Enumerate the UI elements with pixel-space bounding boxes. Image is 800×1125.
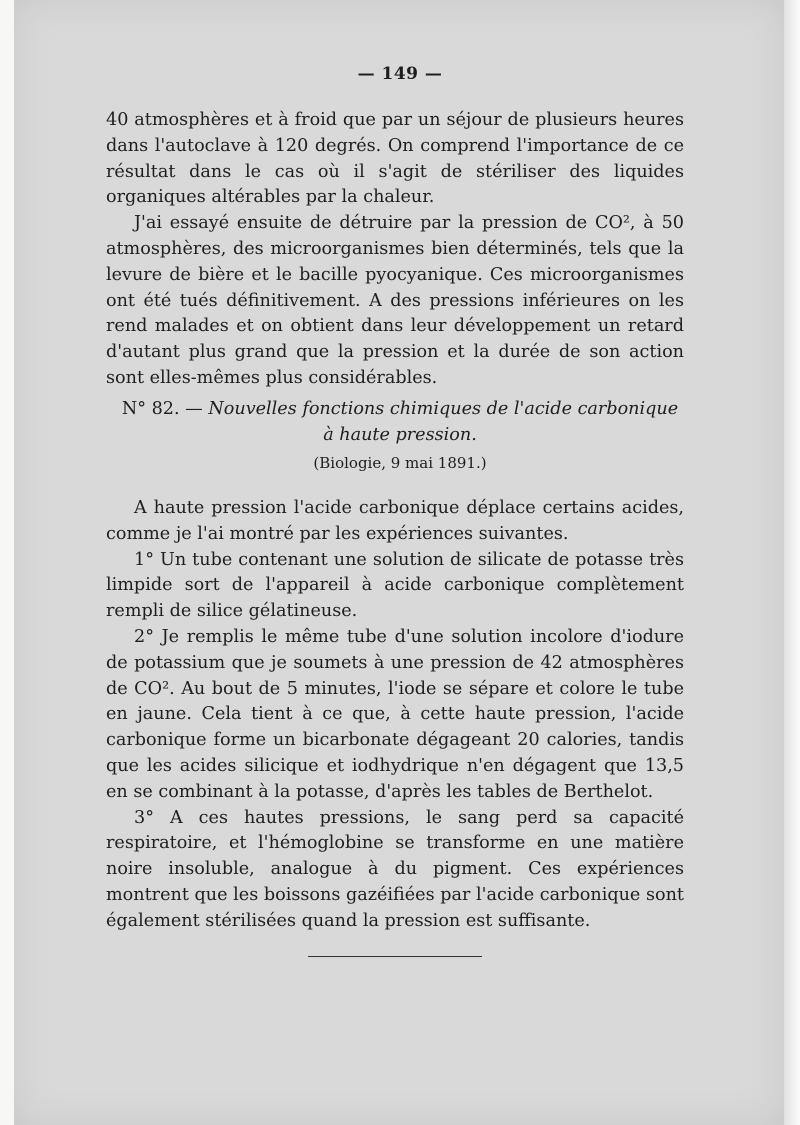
page-edge [784,0,800,1125]
paragraph: 1° Un tube contenant une solution de silicate de potasse très limpide sort de l'appareil à acide carbonique complètement rempli de silice gélatineuse. [106,549,684,622]
page-number: — 149 — [357,64,443,84]
body-text [106,496,684,935]
end-rule [308,956,482,957]
paragraph: 3° A ces hautes pressions, le sang perd sa capacité respiratoire, et l'hémoglobine se transforme en une matière noire insoluble, analogue à du pigment. Ces expériences montrent que les boissons gazéifiées par l'acide carbonique sont également stérilisées quand la pression est suffisante. [106,807,684,931]
section-number: N° 82. — [121,399,203,419]
section-source: (Biologie, 9 mai 1891.) [313,454,487,472]
section-heading [0,396,800,448]
section-title-continued: à haute pression. [323,425,477,445]
paragraph: J'ai essayé ensuite de détruire par la pression de CO², à 50 atmosphères, des microorganismes bien déterminés, tels que la levure de bière et le bacille pyocyanique. Ces microorganismes ont été tués définitivement. A des pressions inférieures on les rend malades et on obtient dans leur développement un retard d'autant plus grand que la pression et la durée de son action sont elles-mêmes plus considérables. [106,213,684,388]
paragraph: 2° Je remplis le même tube d'une solution incolore d'iodure de potassium que je soumets à une pression de 42 atmosphères de CO². Au bout de 5 minutes, l'iode se sépare et colore le tube en jaune. Cela tient à ce que, à cette haute pression, l'acide carbonique forme un bicarbonate dégageant 20 calories, tandis que les acides silicique et iodhydrique n'en dégagent que 13,5 en se combinant à la potasse, d'après les tables de Berthelot. [106,626,684,802]
paragraph: A haute pression l'acide carbonique déplace certains acides, comme je l'ai montré par les expériences suivantes. [106,498,684,544]
paragraph: 40 atmosphères et à froid que par un séjour de plusieurs heures dans l'autoclave à 120 degrés. On comprend l'importance de ce résultat dans le cas où il s'agit de stériliser des liquides organiques altérables par la chaleur. [106,110,684,208]
section-title: Nouvelles fonctions chimiques de l'acide carbonique [208,399,679,419]
intro-text [106,108,684,392]
